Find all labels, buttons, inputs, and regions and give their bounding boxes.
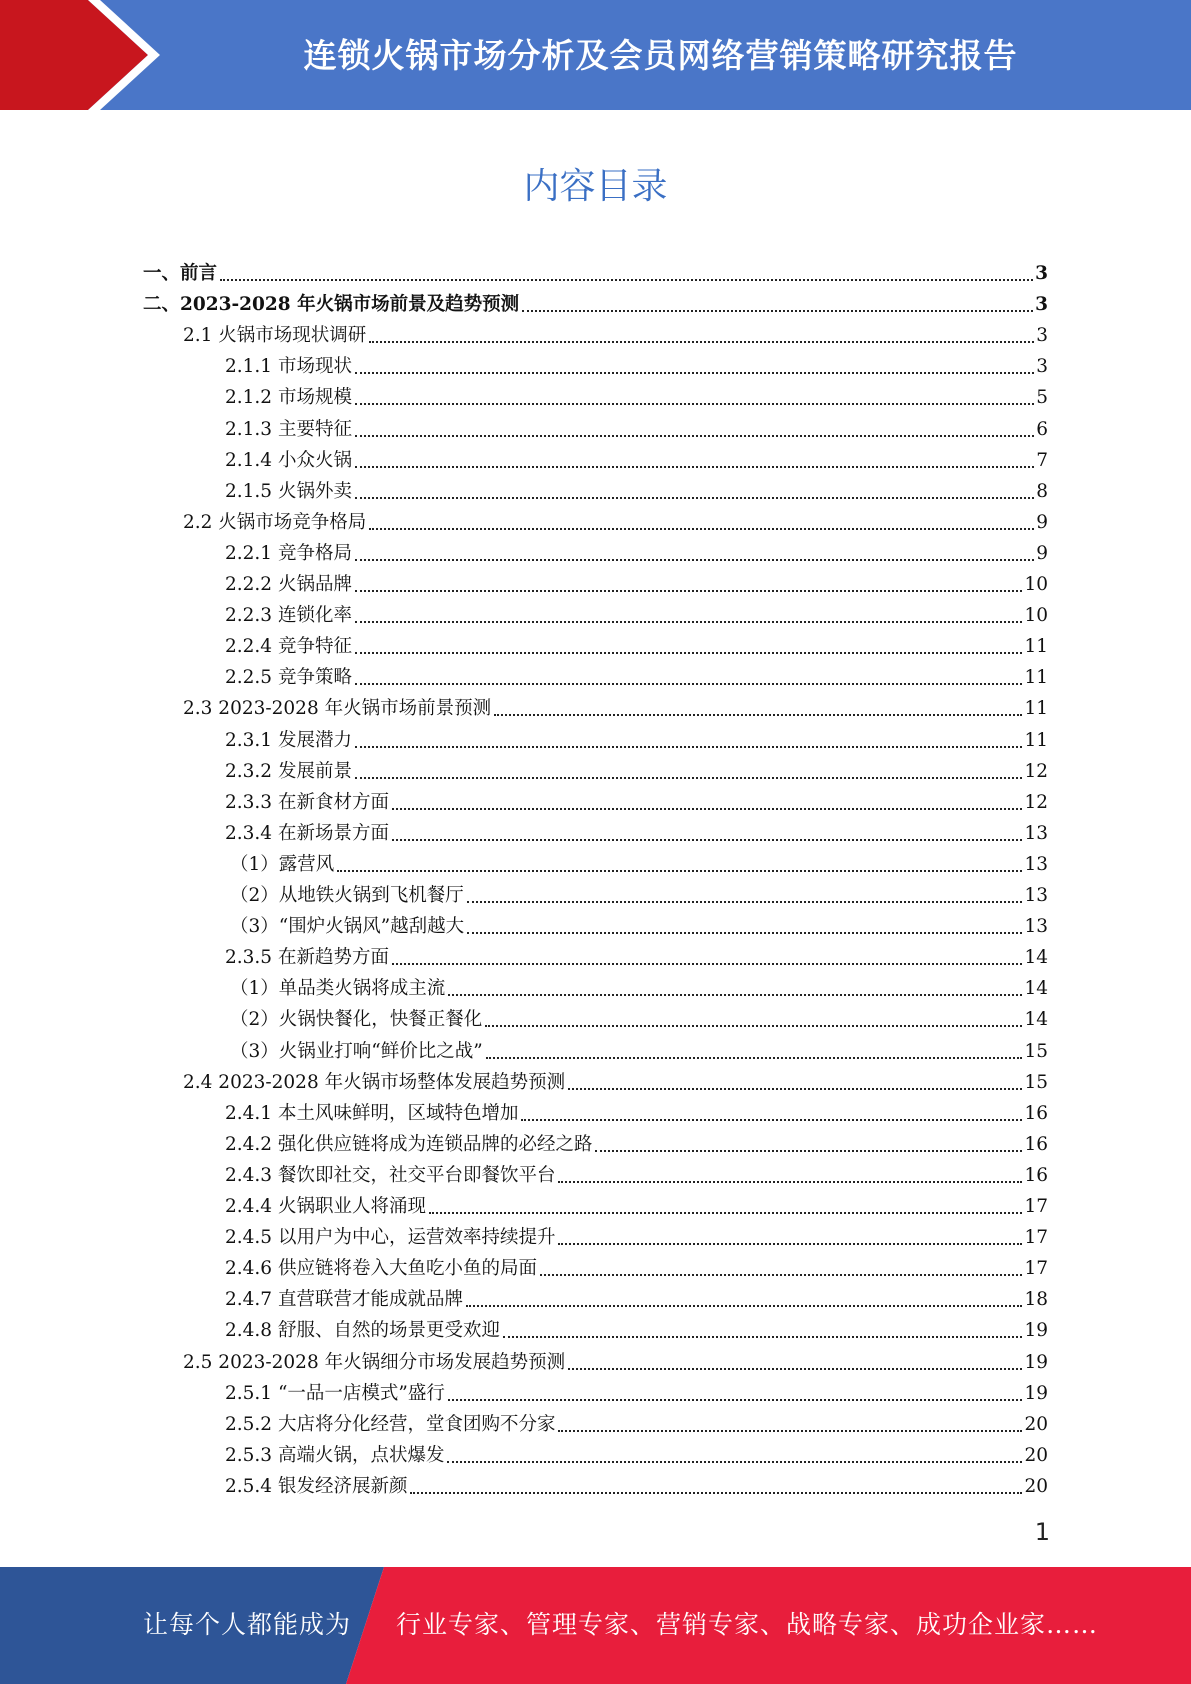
toc-entry-label: 2.5.4 银发经济展新颜 <box>225 1475 408 1497</box>
toc-entry[interactable] <box>225 659 1048 690</box>
toc-entry[interactable] <box>143 255 1048 286</box>
toc-entry-page: 11 <box>1024 698 1048 720</box>
toc-entry[interactable] <box>225 379 1048 410</box>
toc-entry-page: 20 <box>1024 1413 1048 1435</box>
footer-banner <box>0 1567 1191 1684</box>
toc-entry-label: 2.1.1 市场现状 <box>225 356 352 378</box>
toc-entry-page: 3 <box>1036 356 1048 378</box>
toc-entry-page: 18 <box>1024 1289 1048 1311</box>
toc-entry-label: （2）火锅快餐化，快餐正餐化 <box>230 1009 483 1031</box>
toc-leader-dots <box>448 1398 1023 1401</box>
toc-leader-dots <box>355 776 1023 779</box>
toc-entry-label: 2.4.6 供应链将卷入大鱼吃小鱼的局面 <box>225 1258 537 1280</box>
toc-entry-page: 13 <box>1024 822 1048 844</box>
toc-entry-label: 2.4.3 餐饮即社交，社交平台即餐饮平台 <box>225 1164 556 1186</box>
toc-entry[interactable] <box>225 1219 1048 1250</box>
footer-slogan-left: 让每个人都能成为 <box>143 1610 352 1639</box>
toc-entry[interactable] <box>183 690 1048 721</box>
toc-entry-label: 2.4.1 本土风味鲜明，区域特色增加 <box>225 1102 519 1124</box>
toc-entry-page: 9 <box>1036 542 1048 564</box>
toc-leader-dots <box>355 682 1023 685</box>
toc-leader-dots <box>558 1242 1022 1245</box>
toc-entry-page: 14 <box>1024 947 1048 969</box>
toc-leader-dots <box>355 589 1023 592</box>
toc-entry-label: 2.1.2 市场规模 <box>225 387 352 409</box>
toc-entry-label: 2.4.8 舒服、自然的场景更受欢迎 <box>225 1320 500 1342</box>
toc-entry-label: 2.4.5 以用户为中心，运营效率持续提升 <box>225 1227 556 1249</box>
toc-entry[interactable] <box>225 1157 1048 1188</box>
toc-entry-page: 3 <box>1036 325 1048 347</box>
toc-leader-dots <box>355 371 1034 374</box>
toc-leader-dots <box>486 1056 1023 1059</box>
toc-entry[interactable] <box>183 317 1048 348</box>
toc-entry-page: 14 <box>1024 978 1048 1000</box>
toc-leader-dots <box>540 1273 1022 1276</box>
toc-entry[interactable] <box>225 1406 1048 1437</box>
toc-entry-page: 3 <box>1035 263 1048 284</box>
toc-entry-page: 7 <box>1036 449 1048 471</box>
toc-entry[interactable] <box>225 535 1048 566</box>
toc-entry-label: 2.1.3 主要特征 <box>225 418 352 440</box>
toc-entry-page: 17 <box>1024 1258 1048 1280</box>
toc-entry-label: 2.2.2 火锅品牌 <box>225 574 352 595</box>
toc-entry-page: 19 <box>1024 1351 1048 1373</box>
toc-entry-label: （3）“围炉火锅风”越刮越大 <box>230 916 465 938</box>
toc-leader-dots <box>392 838 1022 841</box>
toc-leader-dots <box>558 1180 1022 1183</box>
toc-entry-page: 16 <box>1024 1133 1048 1155</box>
toc-entry-label: 2.3.2 发展前景 <box>225 760 352 782</box>
toc-leader-dots <box>392 962 1022 965</box>
page-number: 1 <box>1034 1518 1050 1546</box>
toc-entry[interactable] <box>225 722 1048 753</box>
toc-entry[interactable] <box>225 784 1048 815</box>
toc-leader-dots <box>355 496 1034 499</box>
toc-entry-page: 11 <box>1024 667 1048 689</box>
toc-entry-label: （2）从地铁火锅到飞机餐厅 <box>230 885 464 906</box>
toc-entry-page: 11 <box>1024 636 1048 658</box>
toc-entry-label: 2.1.4 小众火锅 <box>225 449 352 471</box>
toc-entry-label: 2.3.3 在新食材方面 <box>225 791 389 813</box>
toc-entry-label: 2.5.2 大店将分化经营，堂食团购不分家 <box>225 1413 556 1435</box>
toc-entry-page: 17 <box>1024 1227 1048 1249</box>
toc-entry[interactable] <box>225 566 1048 597</box>
toc-leader-dots <box>466 1304 1022 1307</box>
toc-entry[interactable] <box>225 1468 1048 1499</box>
toc-leader-dots <box>369 527 1034 530</box>
toc-entry-page: 9 <box>1036 511 1048 533</box>
toc-entry[interactable] <box>230 970 1048 1001</box>
toc-leader-dots <box>568 1087 1022 1090</box>
toc-entry[interactable] <box>225 411 1048 442</box>
toc-entry-label: 2.1.5 火锅外卖 <box>225 480 352 502</box>
toc-entry[interactable] <box>225 753 1048 784</box>
toc-leader-dots <box>503 1335 1022 1338</box>
toc-entry-label: 2.4.4 火锅职业人将涌现 <box>225 1196 426 1217</box>
toc-entry-label: 2.2 火锅市场竞争格局 <box>183 511 367 533</box>
toc-entry-label: 2.3.1 发展潜力 <box>225 729 352 751</box>
toc-entry-page: 20 <box>1024 1444 1048 1466</box>
toc-entry[interactable] <box>230 877 1048 908</box>
toc-leader-dots <box>467 931 1022 934</box>
toc-leader-dots <box>521 1118 1022 1121</box>
toc-entry[interactable] <box>225 348 1048 379</box>
toc-entry[interactable] <box>183 1064 1048 1095</box>
toc-entry[interactable] <box>143 286 1048 317</box>
toc-entry[interactable] <box>225 1375 1048 1406</box>
toc-entry-page: 17 <box>1024 1196 1048 1217</box>
toc-entry-label: 2.2.5 竞争策略 <box>225 667 352 689</box>
toc-entry[interactable] <box>183 1344 1048 1375</box>
toc-entry[interactable] <box>230 846 1048 877</box>
toc-entry-page: 6 <box>1036 418 1048 440</box>
header-banner <box>0 0 1191 110</box>
report-title: 连锁火锅市场分析及会员网络营销策略研究报告 <box>303 36 1018 75</box>
toc-entry-page: 19 <box>1024 1320 1048 1342</box>
toc-entry[interactable] <box>225 473 1048 504</box>
toc-entry-page: 8 <box>1036 480 1048 502</box>
toc-entry-label: 2.4.7 直营联营才能成就品牌 <box>225 1289 463 1311</box>
toc-entry-page: 20 <box>1024 1475 1048 1497</box>
toc-leader-dots <box>355 558 1034 561</box>
toc-entry[interactable] <box>225 442 1048 473</box>
toc-entry[interactable] <box>225 1281 1048 1312</box>
toc-entry-page: 15 <box>1024 1071 1048 1093</box>
toc-leader-dots <box>355 402 1034 405</box>
toc-entry-page: 12 <box>1024 760 1048 782</box>
toc-leader-dots <box>355 620 1023 623</box>
toc-entry-page: 13 <box>1024 885 1048 906</box>
toc-entry[interactable] <box>225 1126 1048 1157</box>
toc-entry[interactable] <box>225 628 1048 659</box>
toc-leader-dots <box>522 309 1033 312</box>
toc-entry-label: 2.1 火锅市场现状调研 <box>183 325 367 347</box>
toc-entry-page: 10 <box>1024 605 1048 627</box>
toc-entry-label: （3）火锅业打响“鲜价比之战” <box>230 1040 483 1062</box>
toc-leader-dots <box>355 651 1023 654</box>
toc-entry-label: 2.5 2023-2028 年火锅细分市场发展趋势预测 <box>183 1351 566 1373</box>
toc-entry[interactable] <box>225 1188 1048 1219</box>
toc-entry[interactable] <box>225 597 1048 628</box>
toc-entry-label: 2.4 2023-2028 年火锅市场整体发展趋势预测 <box>183 1071 566 1093</box>
toc-entry-page: 5 <box>1036 387 1048 409</box>
toc-entry-page: 13 <box>1024 853 1048 875</box>
toc-leader-dots <box>485 1024 1022 1027</box>
toc-leader-dots <box>220 278 1033 281</box>
toc-entry-page: 10 <box>1024 574 1048 595</box>
toc-leader-dots <box>429 1211 1022 1214</box>
toc-entry-label: 2.4.2 强化供应链将成为连锁品牌的必经之路 <box>225 1133 593 1155</box>
toc-entry[interactable] <box>225 815 1048 846</box>
toc-entry-label: 2.5.1 “一品一店模式”盛行 <box>225 1382 445 1404</box>
toc-entry-page: 13 <box>1024 916 1048 938</box>
toc-entry-page: 3 <box>1035 294 1048 316</box>
toc-entry[interactable] <box>225 1250 1048 1281</box>
toc-entry-label: （1）露营风 <box>230 853 335 875</box>
toc-entry-page: 12 <box>1024 791 1048 813</box>
toc-entry[interactable] <box>230 1001 1048 1032</box>
toc-leader-dots <box>410 1491 1022 1494</box>
toc-entry-page: 15 <box>1024 1040 1048 1062</box>
toc-entry-page: 16 <box>1024 1164 1048 1186</box>
toc-leader-dots <box>448 993 1022 996</box>
toc-heading: 内容目录 <box>523 166 668 207</box>
toc-leader-dots <box>392 807 1022 810</box>
toc-entry-label: 一、前言 <box>143 263 218 284</box>
toc-entry-label: 2.2.4 竞争特征 <box>225 636 352 658</box>
toc-leader-dots <box>355 434 1034 437</box>
toc-entry-page: 16 <box>1024 1102 1048 1124</box>
toc-entry-label: 二、2023-2028 年火锅市场前景及趋势预测 <box>143 294 520 316</box>
toc-entry[interactable] <box>183 504 1048 535</box>
toc-entry-label: 2.2.1 竞争格局 <box>225 542 352 564</box>
toc-entry[interactable] <box>230 908 1048 939</box>
header-red-chevron <box>0 0 148 110</box>
toc-entry-label: 2.3.5 在新趋势方面 <box>225 947 389 969</box>
toc-entry-page: 11 <box>1024 729 1048 751</box>
toc-leader-dots <box>467 900 1023 903</box>
toc-entry[interactable] <box>230 1033 1048 1064</box>
footer-slogan-right: 行业专家、管理专家、营销专家、战略专家、成功企业家…… <box>396 1610 1099 1639</box>
toc-entry-label: （1）单品类火锅将成主流 <box>230 978 446 1000</box>
toc-entry-label: 2.2.3 连锁化率 <box>225 605 352 627</box>
toc-entry[interactable] <box>225 939 1048 970</box>
toc-entry[interactable] <box>225 1095 1048 1126</box>
toc-entry-page: 19 <box>1024 1382 1048 1404</box>
toc-entry-label: 2.3 2023-2028 年火锅市场前景预测 <box>183 698 492 720</box>
toc-entry[interactable] <box>225 1437 1048 1468</box>
toc-entry-label: 2.5.3 高端火锅，点状爆发 <box>225 1444 445 1466</box>
toc-leader-dots <box>595 1149 1022 1152</box>
toc-leader-dots <box>447 1460 1022 1463</box>
toc-leader-dots <box>558 1429 1022 1432</box>
toc-leader-dots <box>337 869 1022 872</box>
toc-leader-dots <box>355 745 1023 748</box>
toc-leader-dots <box>355 465 1034 468</box>
toc-entry[interactable] <box>225 1312 1048 1343</box>
toc-leader-dots <box>369 340 1034 343</box>
toc-entry-label: 2.3.4 在新场景方面 <box>225 822 389 844</box>
toc-leader-dots <box>494 713 1022 716</box>
toc-entry-page: 14 <box>1024 1009 1048 1031</box>
toc-leader-dots <box>568 1367 1022 1370</box>
